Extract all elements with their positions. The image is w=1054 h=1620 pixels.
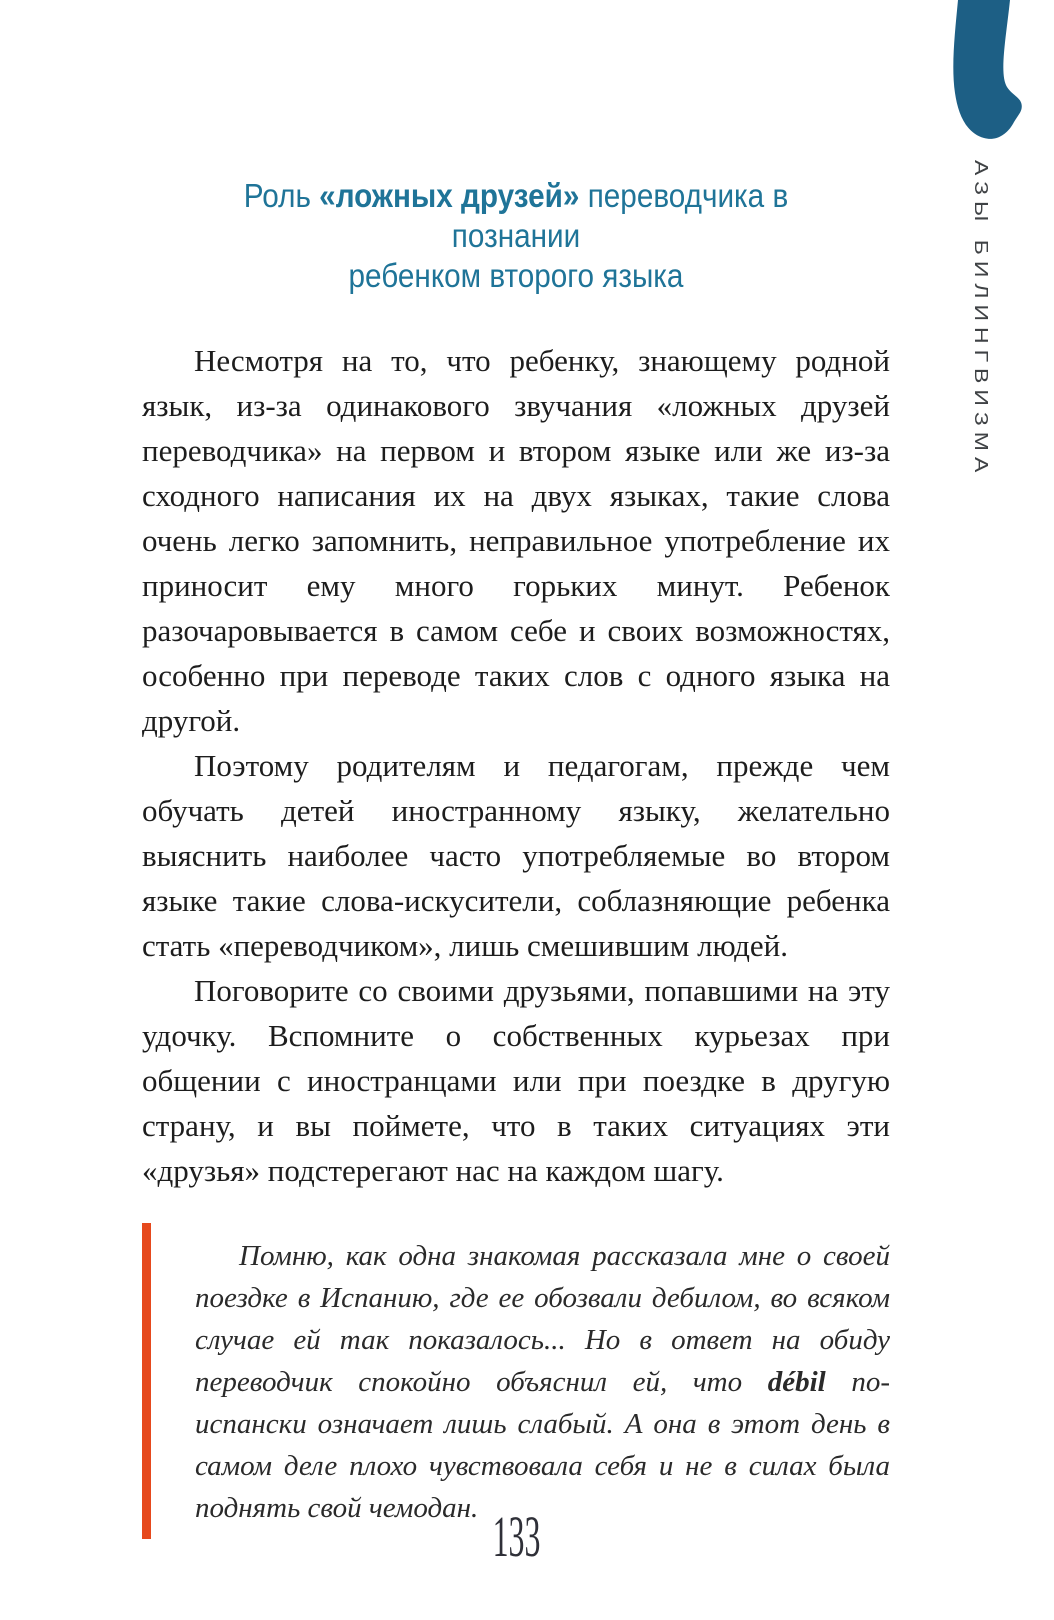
text-column bbox=[142, 176, 890, 1539]
paragraph-2: Поэтому родителям и педагогам, прежде чем обучать детей иностранному языку, желательно выяснить наиболее часто употребляемые во втором языке такие слова-искусители, соблазняющие ребенка стать «переводчиком», лишь смешившим людей. bbox=[142, 748, 890, 963]
brushstroke-icon bbox=[946, 0, 1026, 142]
section-title: Роль «ложных друзей» переводчика в познании ребенком второго языка bbox=[243, 177, 789, 294]
quote-text: Помню, как одна знакомая рассказала мне о своей поездке в Испанию, где ее обозвали дебилом, во всяком случае ей так показалось... Но в ответ на обиду переводчик спокойно объяснил ей, что débil по-испански означает лишь слабый. А она в этот день в самом деле плохо чувствовала себя и не в силах была поднять свой чемодан. bbox=[195, 1240, 890, 1524]
body-text bbox=[142, 338, 890, 1193]
anecdote-quote-block bbox=[142, 1223, 890, 1539]
chapter-sidebar-label: АЗЫ БИЛИНГВИЗМА bbox=[971, 160, 993, 479]
page-number: 133 bbox=[492, 1504, 540, 1569]
paragraph-3: Поговорите со своими друзьями, попавшими на эту удочку. Вспомните о собственных курьезах при общении с иностранцами или при поездке в другую страну, и вы поймете, что в таких ситуациях эти «друзья» подстерегают нас на каждом шагу. bbox=[142, 973, 890, 1188]
paragraph-1: Несмотря на то, что ребенку, знающему родной язык, из-за одинакового звучания «ложных друзей переводчика» на первом и втором языке или же из-за сходного написания их на двух языках, такие слова очень легко запомнить, неправильное употребление их приносит ему много горьких минут. Ребенок разочаровывается в самом себе и своих возможностях, особенно при переводе таких слов с одного языка на другой. bbox=[142, 343, 890, 738]
